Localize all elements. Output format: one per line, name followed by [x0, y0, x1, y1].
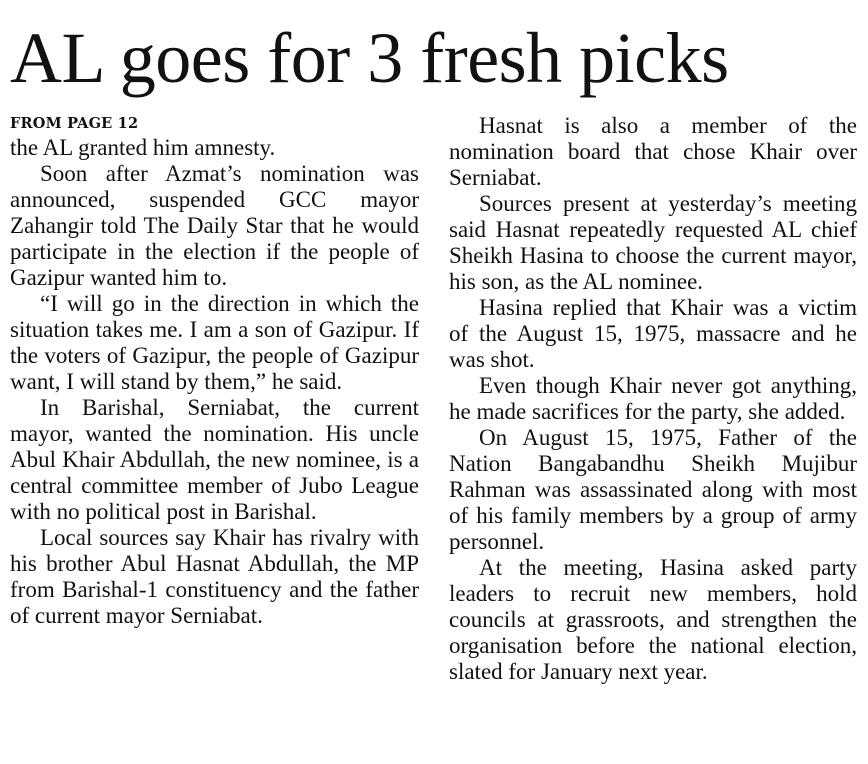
article-paragraph: Hasnat is also a member of the nomination board that chose Khair over Serniabat. — [449, 113, 857, 190]
article-paragraph: Local sources say Khair has rivalry with his brother Abul Hasnat Abdullah, the MP from Barishal-1 constituency and the father of current mayor Serniabat. — [10, 525, 419, 628]
article-paragraph: Even though Khair never got anything, he made sacrifices for the party, she added. — [449, 373, 857, 424]
article-paragraph: In Barishal, Serniabat, the current mayor, wanted the nomination. His uncle Abul Khair Abdullah, the new nominee, is a central committee member of Jubo League with no political post in Barishal. — [10, 395, 419, 524]
article-paragraph: Soon after Azmat’s nomination was announced, suspended GCC mayor Zahangir told The Daily Star that he would participate in the election if the people of Gazipur wanted him to. — [10, 161, 419, 290]
article-paragraph: “I will go in the direction in which the situation takes me. I am a son of Gazipur. If the voters of Gazipur, the people of Gazipur want, I will stand by them,” he said. — [10, 291, 419, 394]
article-column-left — [10, 113, 419, 629]
article-paragraph: On August 15, 1975, Father of the Nation Bangabandhu Sheikh Mujibur Rahman was assassinated along with most of his family members by a group of army personnel. — [449, 425, 857, 554]
jump-line: FROM PAGE 12 — [10, 115, 139, 132]
article-paragraph: At the meeting, Hasina asked party leaders to recruit new members, hold councils at grassroots, and strengthen the organisation before the national election, slated for January next year. — [449, 555, 857, 684]
article-column-right — [449, 113, 857, 685]
article-paragraph: Sources present at yesterday’s meeting said Hasnat repeatedly requested AL chief Sheikh Hasina to choose the current mayor, his son, as the AL nominee. — [449, 191, 857, 294]
article-paragraph: Hasina replied that Khair was a victim of the August 15, 1975, massacre and he was shot. — [449, 295, 857, 372]
article-paragraph: the AL granted him amnesty. — [10, 135, 276, 160]
article-headline: AL goes for 3 fresh picks — [10, 18, 729, 98]
